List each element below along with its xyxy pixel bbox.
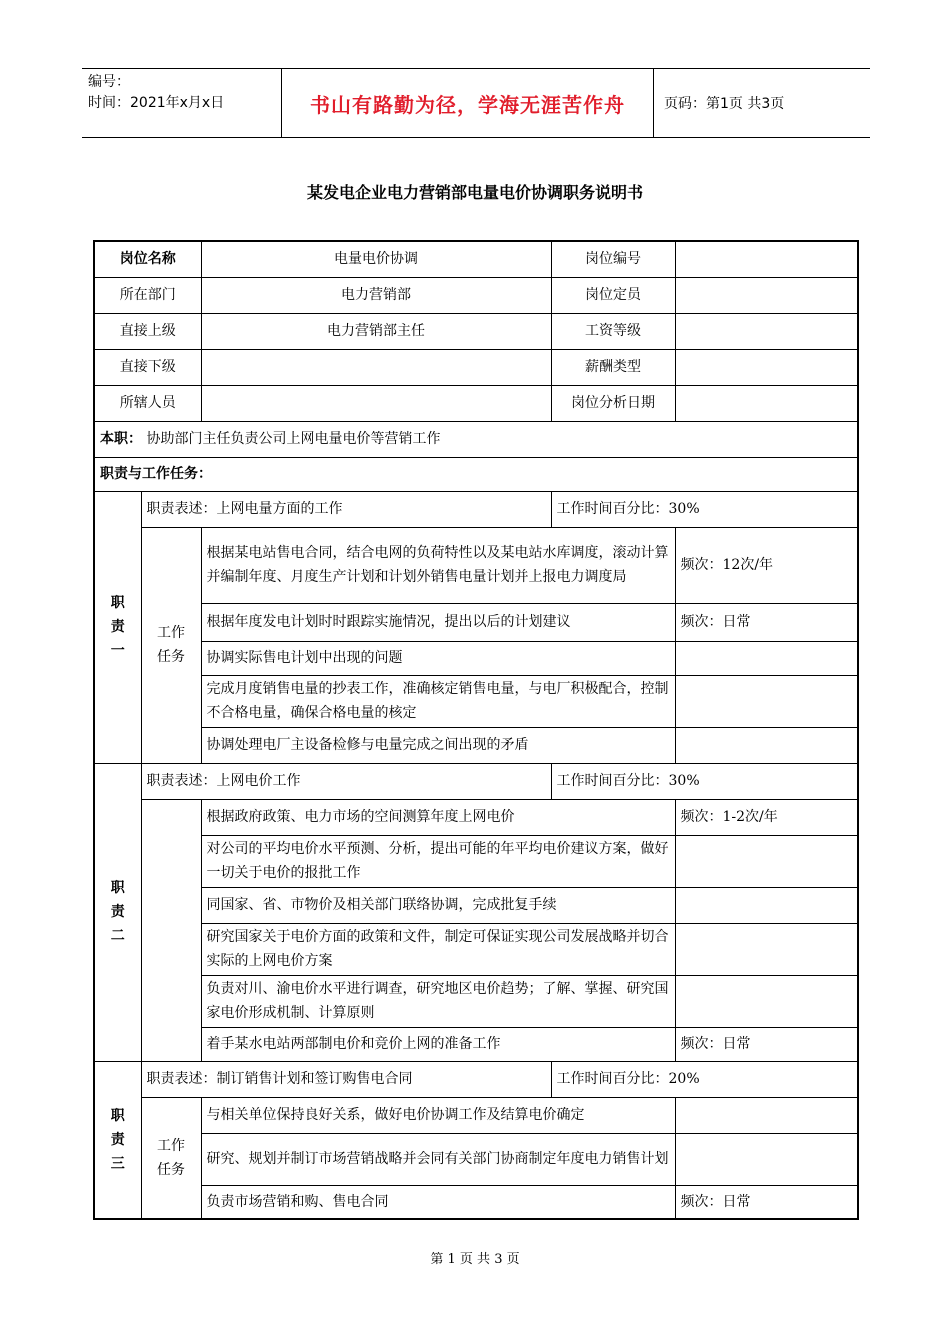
task-freq: 频次：日常 xyxy=(675,1185,858,1219)
duty-1-percent: 工作时间百分比：30% xyxy=(551,491,858,527)
task-freq xyxy=(675,835,858,887)
info-row xyxy=(94,349,858,385)
task-row xyxy=(94,675,858,727)
duty-summary-text: 协助部门主任负责公司上网电量电价等营销工作 xyxy=(146,431,441,447)
task-text: 研究国家关于电价方面的政策和文件，制定可保证实现公司发展战略并切合实际的上网电价方案 xyxy=(201,923,675,975)
task-freq: 频次：12次/年 xyxy=(675,527,858,603)
task-text: 协调处理电厂主设备检修与电量完成之间出现的矛盾 xyxy=(201,727,675,763)
task-row xyxy=(94,1185,858,1219)
task-freq xyxy=(675,923,858,975)
task-freq xyxy=(675,975,858,1027)
quota-label: 岗位定员 xyxy=(551,277,675,313)
salary-label: 工资等级 xyxy=(551,313,675,349)
task-text: 同国家、省、市物价及相关部门联络协调，完成批复手续 xyxy=(201,887,675,923)
duty-summary-label: 本职： xyxy=(100,431,142,447)
task-freq xyxy=(675,727,858,763)
tasks-header: 职责与工作任务： xyxy=(94,457,858,491)
task-row xyxy=(94,923,858,975)
analysis-date-label: 岗位分析日期 xyxy=(551,385,675,421)
time-label: 时间：2021年x月x日 xyxy=(88,95,225,111)
quota-value xyxy=(675,277,858,313)
task-freq xyxy=(675,1133,858,1185)
page-info: 页码：第1页 共3页 xyxy=(664,96,785,112)
staff-label: 所辖人员 xyxy=(94,385,201,421)
duty-2-label: 职 责 二 xyxy=(94,763,141,1061)
task-freq xyxy=(675,887,858,923)
duty-summary-row xyxy=(94,421,858,457)
task-row xyxy=(94,1097,858,1133)
position-no-label: 岗位编号 xyxy=(551,241,675,277)
department-value: 电力营销部 xyxy=(201,277,551,313)
tasks-header-row xyxy=(94,457,858,491)
task-row xyxy=(94,799,858,835)
task-text: 与相关单位保持良好关系，做好电价协调工作及结算电价确定 xyxy=(201,1097,675,1133)
department-label: 所在部门 xyxy=(94,277,201,313)
task-freq: 频次：1-2次/年 xyxy=(675,799,858,835)
info-row xyxy=(94,277,858,313)
header-meta xyxy=(82,69,282,137)
task-row xyxy=(94,641,858,675)
salary-value xyxy=(675,313,858,349)
duty-row xyxy=(94,491,858,527)
staff-value xyxy=(201,385,551,421)
info-row xyxy=(94,385,858,421)
duty-2-desc: 职责表述：上网电价工作 xyxy=(141,763,551,799)
task-row xyxy=(94,975,858,1027)
task-row xyxy=(94,1027,858,1061)
info-row xyxy=(94,241,858,277)
superior-value: 电力营销部主任 xyxy=(201,313,551,349)
duty-3-percent: 工作时间百分比：20% xyxy=(551,1061,858,1097)
duty-row xyxy=(94,763,858,799)
duty-3-desc: 职责表述：制订销售计划和签订购售电合同 xyxy=(141,1061,551,1097)
number-label: 编号： xyxy=(88,74,130,90)
subordinate-value xyxy=(201,349,551,385)
duty-1-task-label: 工作任务 xyxy=(141,527,201,763)
info-row xyxy=(94,313,858,349)
duty-summary xyxy=(94,421,858,457)
task-text: 完成月度销售电量的抄表工作，准确核定销售电量，与电厂积极配合，控制不合格电量，确保合格电量的核定 xyxy=(201,675,675,727)
page-footer: 第 1 页 共 3 页 xyxy=(430,1252,520,1267)
duty-row xyxy=(94,1061,858,1097)
pay-type-value xyxy=(675,349,858,385)
document-title: 某发电企业电力营销部电量电价协调职务说明书 xyxy=(306,183,643,202)
task-row xyxy=(94,887,858,923)
task-text: 根据某电站售电合同，结合电网的负荷特性以及某电站水库调度，滚动计算并编制年度、月度生产计划和计划外销售电量计划并上报电力调度局 xyxy=(201,527,675,603)
task-freq: 频次：日常 xyxy=(675,1027,858,1061)
duty-1-desc: 职责表述：上网电量方面的工作 xyxy=(141,491,551,527)
job-description-table xyxy=(93,240,859,1220)
task-row xyxy=(94,1133,858,1185)
task-text: 根据政府政策、电力市场的空间测算年度上网电价 xyxy=(201,799,675,835)
document-header xyxy=(82,68,870,138)
task-text: 负责市场营销和购、售电合同 xyxy=(201,1185,675,1219)
position-name-label: 岗位名称 xyxy=(94,241,201,277)
duty-3-task-label: 工作任务 xyxy=(141,1097,201,1219)
task-row xyxy=(94,727,858,763)
task-freq: 频次：日常 xyxy=(675,603,858,641)
duty-2-percent: 工作时间百分比：30% xyxy=(551,763,858,799)
duty-1-label: 职 责 一 xyxy=(94,491,141,763)
task-row xyxy=(94,527,858,603)
task-text: 对公司的平均电价水平预测、分析，提出可能的年平均电价建议方案，做好一切关于电价的报批工作 xyxy=(201,835,675,887)
position-name-value: 电量电价协调 xyxy=(201,241,551,277)
task-text: 根据年度发电计划时时跟踪实施情况，提出以后的计划建议 xyxy=(201,603,675,641)
task-text: 负责对川、渝电价水平进行调查，研究地区电价趋势；了解、掌握、研究国家电价形成机制、计算原则 xyxy=(201,975,675,1027)
superior-label: 直接上级 xyxy=(94,313,201,349)
task-freq xyxy=(675,675,858,727)
task-text: 协调实际售电计划中出现的问题 xyxy=(201,641,675,675)
task-freq xyxy=(675,641,858,675)
duty-3-label: 职 责 三 xyxy=(94,1061,141,1219)
subordinate-label: 直接下级 xyxy=(94,349,201,385)
task-row xyxy=(94,835,858,887)
task-freq xyxy=(675,1097,858,1133)
task-text: 着手某水电站两部制电价和竞价上网的准备工作 xyxy=(201,1027,675,1061)
task-row xyxy=(94,603,858,641)
motto: 书山有路勤为径，学海无涯苦作舟 xyxy=(282,69,654,137)
analysis-date-value xyxy=(675,385,858,421)
pay-type-label: 薪酬类型 xyxy=(551,349,675,385)
duty-2-task-label xyxy=(141,799,201,1061)
position-no-value xyxy=(675,241,858,277)
task-text: 研究、规划并制订市场营销战略并会同有关部门协商制定年度电力销售计划 xyxy=(201,1133,675,1185)
